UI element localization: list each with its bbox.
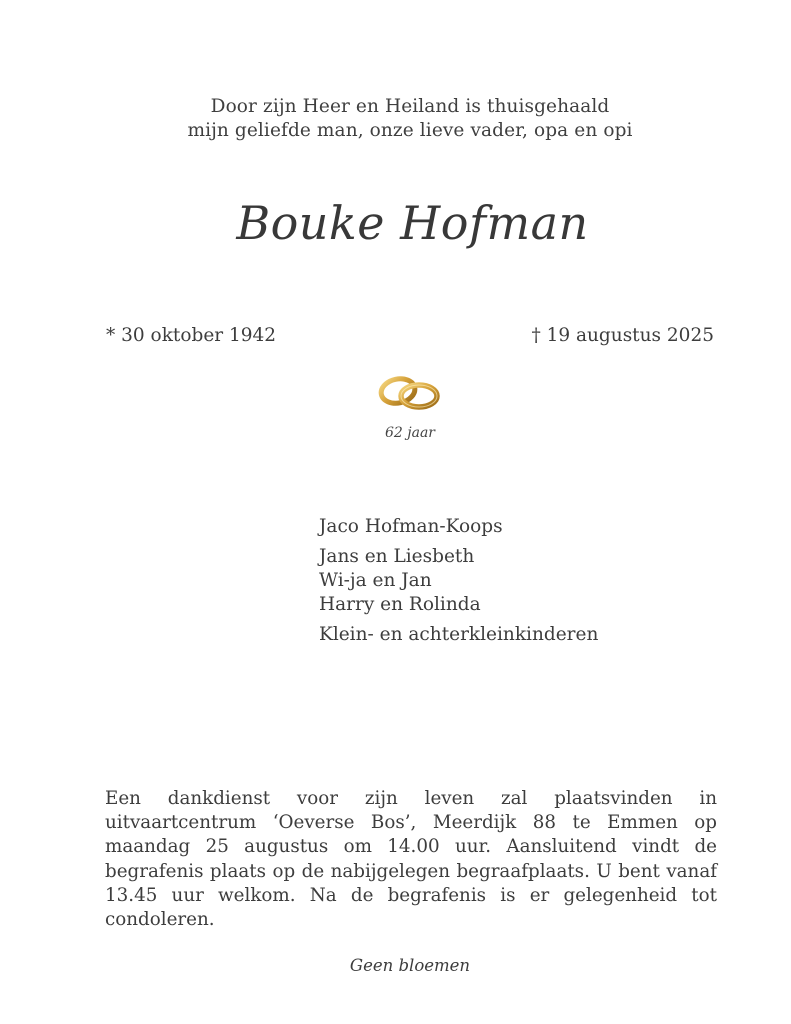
family-list bbox=[319, 515, 598, 647]
child-family-3: Harry en Rolinda bbox=[319, 594, 481, 615]
grandchildren: Klein- en achterkleinkinderen bbox=[319, 624, 599, 645]
birth-date: * 30 oktober 1942 bbox=[106, 325, 277, 346]
marriage-years: 62 jaar bbox=[385, 425, 435, 441]
child-family-2: Wi-ja en Jan bbox=[319, 570, 432, 591]
death-date: † 19 augustus 2025 bbox=[531, 325, 714, 346]
service-details: Een dankdienst voor zijn leven zal plaatsvinden in uitvaartcentrum ‘Oeverse Bos’, Meerdijk 88 te Emmen op maandag 25 augustus om 14.00 uur. Aansluitend vindt de begrafenis plaats op de nabijgelegen begraafplaats. U bent vanaf 13.45 uur welkom. Na de begrafenis is er gelegenheid tot condoleren. bbox=[105, 788, 717, 931]
deceased-name: Bouke Hofman bbox=[236, 196, 589, 250]
intro-line-2: mijn geliefde man, onze lieve vader, opa en opi bbox=[187, 120, 633, 141]
intro-line-1: Door zijn Heer en Heiland is thuisgehaald bbox=[210, 96, 610, 117]
closing-note: Geen bloemen bbox=[349, 956, 471, 975]
spouse-name: Jaco Hofman-Koops bbox=[319, 516, 503, 537]
intro-text bbox=[0, 95, 791, 143]
wedding-rings-icon bbox=[376, 374, 442, 412]
child-family-1: Jans en Liesbeth bbox=[319, 546, 475, 567]
